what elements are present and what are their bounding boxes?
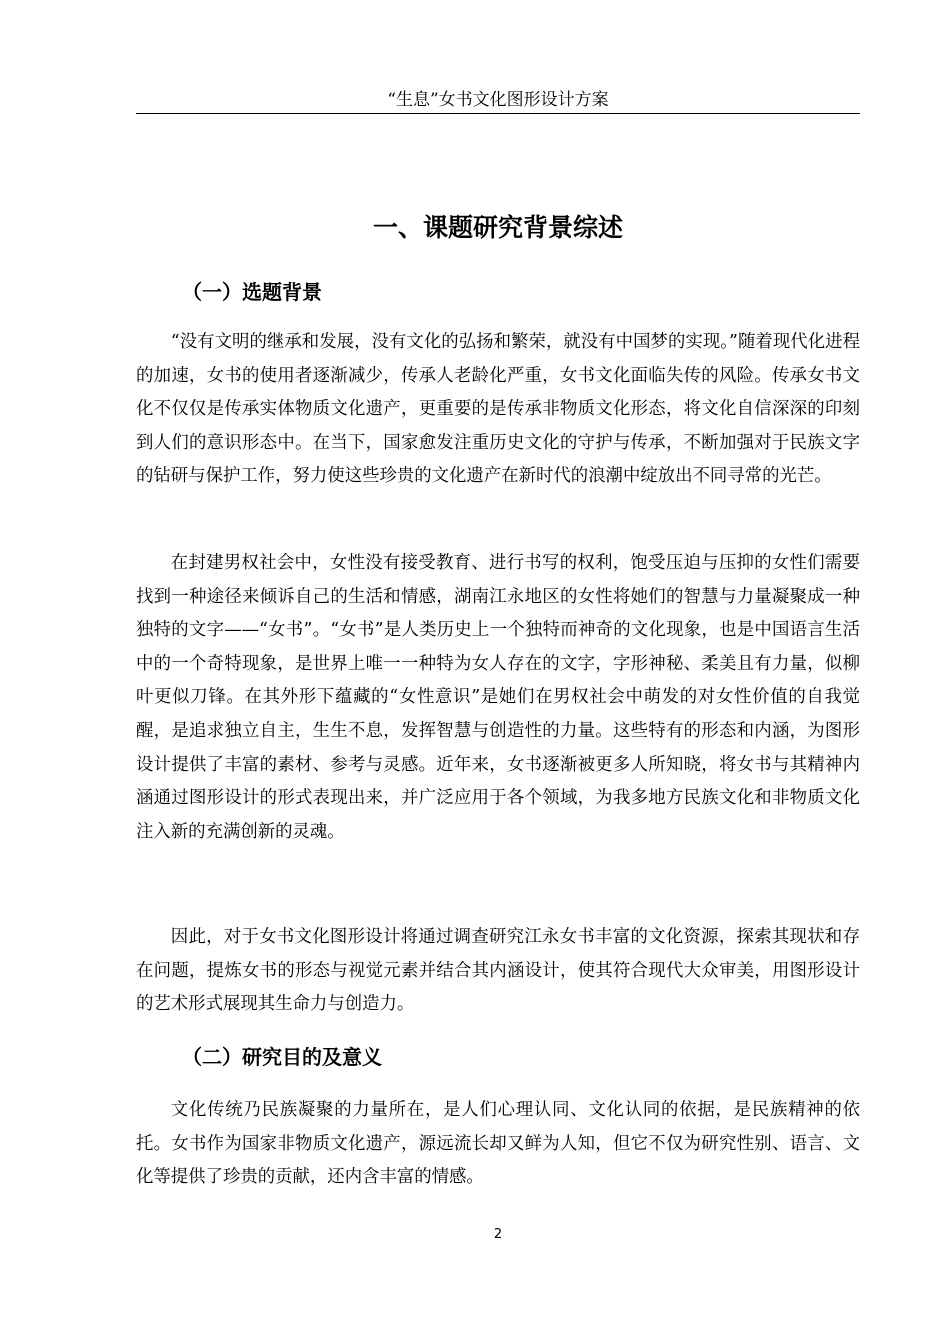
running-header: “生息”女书文化图形设计方案: [387, 90, 609, 110]
page-number: 2: [493, 1227, 503, 1242]
body-paragraph: 因此，对于女书文化图形设计将通过调查研究江永女书丰富的文化资源，探索其现状和存在问题，提炼女书的形态与视觉元素并结合其内涵设计，使其符合现代大众审美，用图形设计的艺术形式展现其生命力与创造力。: [136, 927, 860, 1015]
body-paragraph: 在封建男权社会中，女性没有接受教育、进行书写的权利，饱受压迫与压抑的女性们需要找到一种途径来倾诉自己的生活和情感，湖南江永地区的女性将她们的智慧与力量凝聚成一种独特的文字——“女书”。“女书”是人类历史上一个独特而神奇的文化现象，也是中国语言生活中的一个奇特现象，是世界上唯一一种特为女人存在的文字，字形神秘、柔美且有力量，似柳叶更似刀锋。在其外形下蕴藏的“女性意识”是她们在男权社会中萌发的对女性价值的自我觉醒，是追求独立自主，生生不息，发挥智慧与创造性的力量。这些特有的形态和内涵，为图形设计提供了丰富的素材、参考与灵感。近年来，女书逐渐被更多人所知晓，将女书与其精神内涵通过图形设计的形式表现出来，并广泛应用于各个领域，为我多地方民族文化和非物质文化注入新的充满创新的灵魂。: [136, 553, 860, 842]
body-paragraph: 文化传统乃民族凝聚的力量所在，是人们心理认同、文化认同的依据，是民族精神的依托。女书作为国家非物质文化遗产，源远流长却又鲜为人知，但它不仅为研究性别、语言、文化等提供了珍贵的贡献，还内含丰富的情感。: [136, 1100, 860, 1188]
chapter-title: 一、课题研究背景综述: [372, 213, 623, 242]
section-heading-purpose: （二）研究目的及意义: [182, 1045, 382, 1069]
section-heading-background: （一）选题背景: [182, 280, 322, 304]
body-paragraph: “没有文明的继承和发展，没有文化的弘扬和繁荣，就没有中国梦的实现。”随着现代化进程的加速，女书的使用者逐渐减少，传承人老龄化严重，女书文化面临失传的风险。传承女书文化不仅仅是传承实体物质文化遗产，更重要的是传承非物质文化形态，将文化自信深深的印刻到人们的意识形态中。在当下，国家愈发注重历史文化的守护与传承，不断加强对于民族文字的钻研与保护工作，努力使这些珍贵的文化遗产在新时代的浪潮中绽放出不同寻常的光芒。: [136, 332, 860, 487]
header-rule: [136, 113, 860, 114]
